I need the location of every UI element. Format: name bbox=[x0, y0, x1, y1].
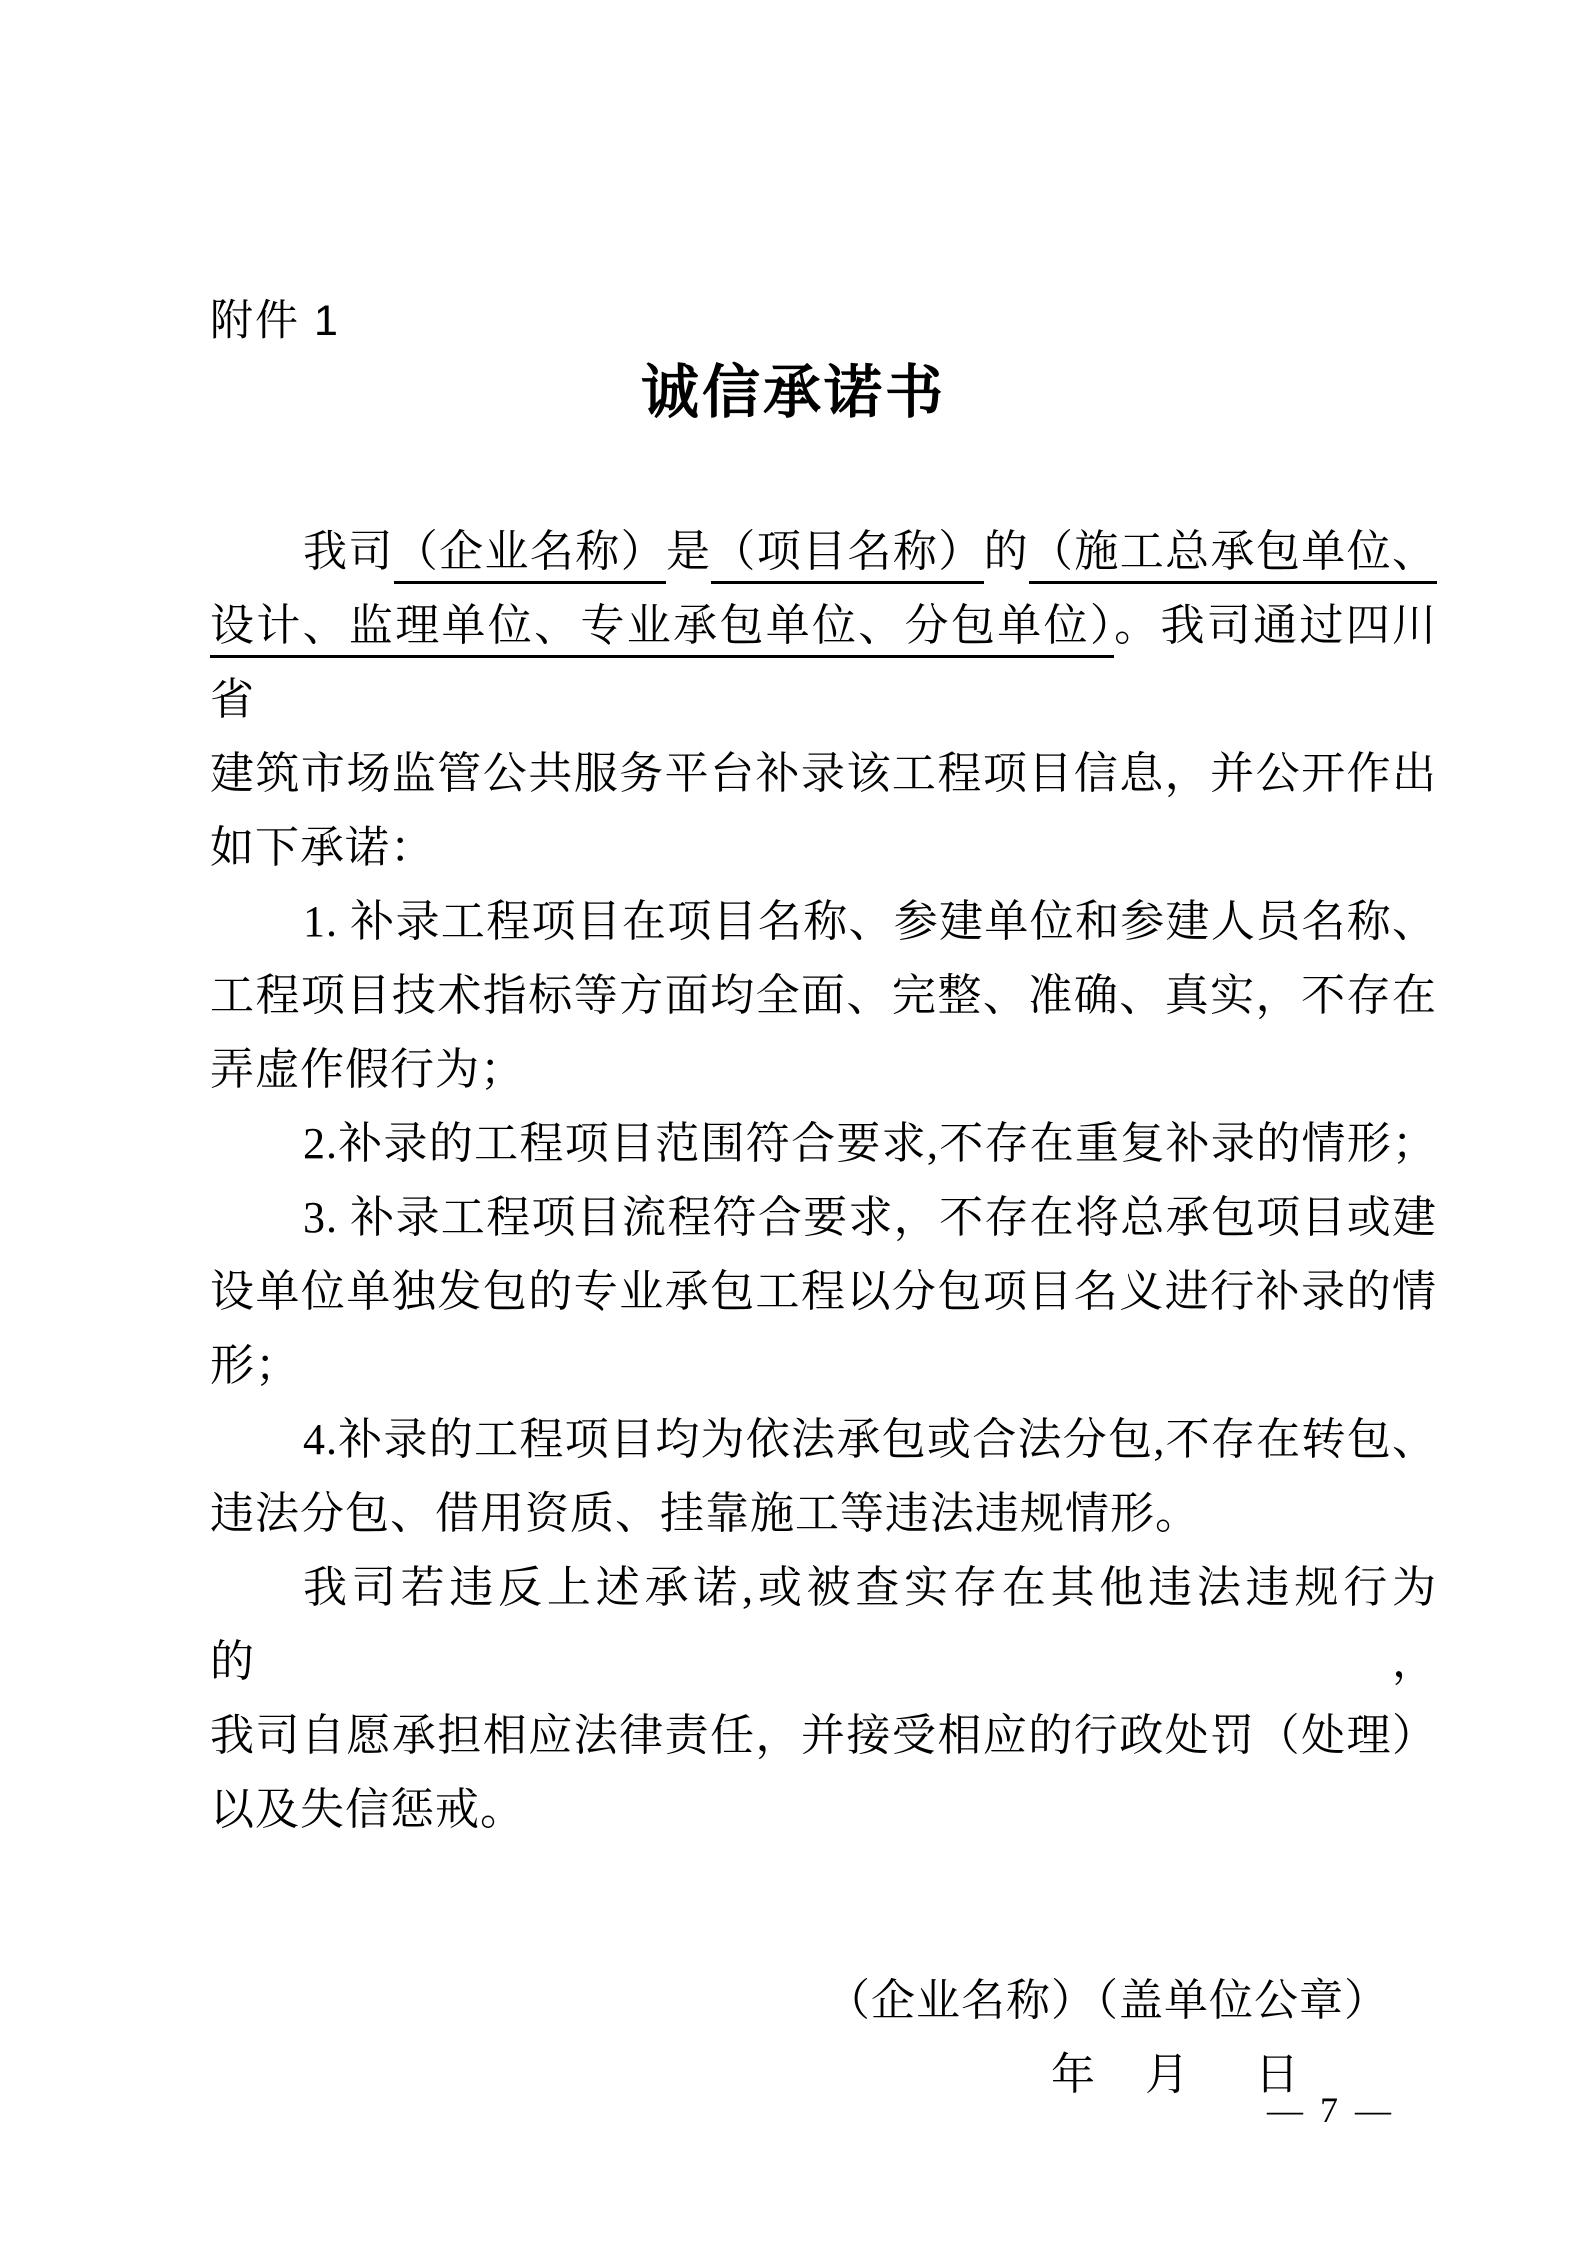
body-line-3 bbox=[210, 737, 1437, 811]
text-segment: 4.补录的工程项目均为依法承包或合法分包,不存在转包、 bbox=[303, 1415, 1437, 1464]
document-title: 诚信承诺书 bbox=[640, 360, 946, 425]
attachment-label: 附件 1 bbox=[210, 297, 340, 345]
date-month-label: 月 bbox=[1145, 2050, 1189, 2099]
body-line-16 bbox=[210, 1773, 1437, 1847]
text-segment: 弄虚作假行为； bbox=[210, 1045, 525, 1094]
underlined-blank: （项目名称） bbox=[711, 527, 983, 584]
body-line-2 bbox=[210, 589, 1437, 737]
text-segment: 建筑市场监管公共服务平台补录该工程项目信息，并公开作出 bbox=[210, 749, 1437, 798]
body-line-9 bbox=[210, 1181, 1437, 1255]
text-segment: 工程项目技术指标等方面均全面、完整、准确、真实，不存在 bbox=[210, 971, 1437, 1020]
document-body bbox=[210, 515, 1437, 1847]
text-segment: 设单位单独发包的专业承包工程以分包项目名义进行补录的情 bbox=[210, 1267, 1437, 1316]
body-line-7 bbox=[210, 1033, 1437, 1107]
text-segment: 3. 补录工程项目流程符合要求，不存在将总承包项目或建 bbox=[303, 1193, 1437, 1242]
body-line-14 bbox=[210, 1551, 1437, 1699]
text-segment: 我司自愿承担相应法律责任，并接受相应的行政处罚（处理） bbox=[210, 1711, 1437, 1760]
text-segment: 的 bbox=[983, 527, 1029, 576]
body-line-13 bbox=[210, 1477, 1437, 1551]
text-segment: 是 bbox=[666, 527, 712, 576]
page-number: — 7 — bbox=[1267, 2090, 1395, 2130]
body-line-6 bbox=[210, 959, 1437, 1033]
signature-block bbox=[0, 1971, 1587, 2105]
text-segment: 如下承诺： bbox=[210, 823, 435, 872]
body-line-15 bbox=[210, 1699, 1437, 1773]
text-segment: 。我司通过四川省 bbox=[210, 601, 1438, 724]
date-year-label: 年 bbox=[1051, 2050, 1095, 2099]
text-segment: 2.补录的工程项目范围符合要求,不存在重复补录的情形； bbox=[303, 1119, 1437, 1168]
text-segment: 形； bbox=[210, 1341, 300, 1390]
underlined-blank: （施工总承包单位、 bbox=[1029, 527, 1437, 584]
body-line-11 bbox=[210, 1329, 1437, 1403]
body-line-1 bbox=[210, 515, 1437, 589]
body-line-12 bbox=[210, 1403, 1437, 1477]
text-segment: 1. 补录工程项目在项目名称、参建单位和参建人员名称、 bbox=[303, 897, 1437, 946]
underlined-blank: 设计、监理单位、专业承包单位、分包单位） bbox=[210, 601, 1114, 658]
signature-name-line: （企业名称）（盖单位公章） bbox=[826, 1976, 1389, 2025]
text-segment: 我司若违反上述承诺,或被查实存在其他违法违规行为的， bbox=[210, 1563, 1437, 1686]
body-line-4 bbox=[210, 811, 1437, 885]
body-line-5 bbox=[210, 885, 1437, 959]
body-line-10 bbox=[210, 1255, 1437, 1329]
date-day-label: 日 bbox=[1255, 2050, 1299, 2099]
text-segment: 以及失信惩戒。 bbox=[210, 1785, 525, 1834]
body-line-8 bbox=[210, 1107, 1437, 1181]
text-segment: 违法分包、借用资质、挂靠施工等违法违规情形。 bbox=[210, 1489, 1200, 1538]
underlined-blank: （企业名称） bbox=[394, 527, 666, 584]
text-segment: 我司 bbox=[303, 527, 394, 576]
